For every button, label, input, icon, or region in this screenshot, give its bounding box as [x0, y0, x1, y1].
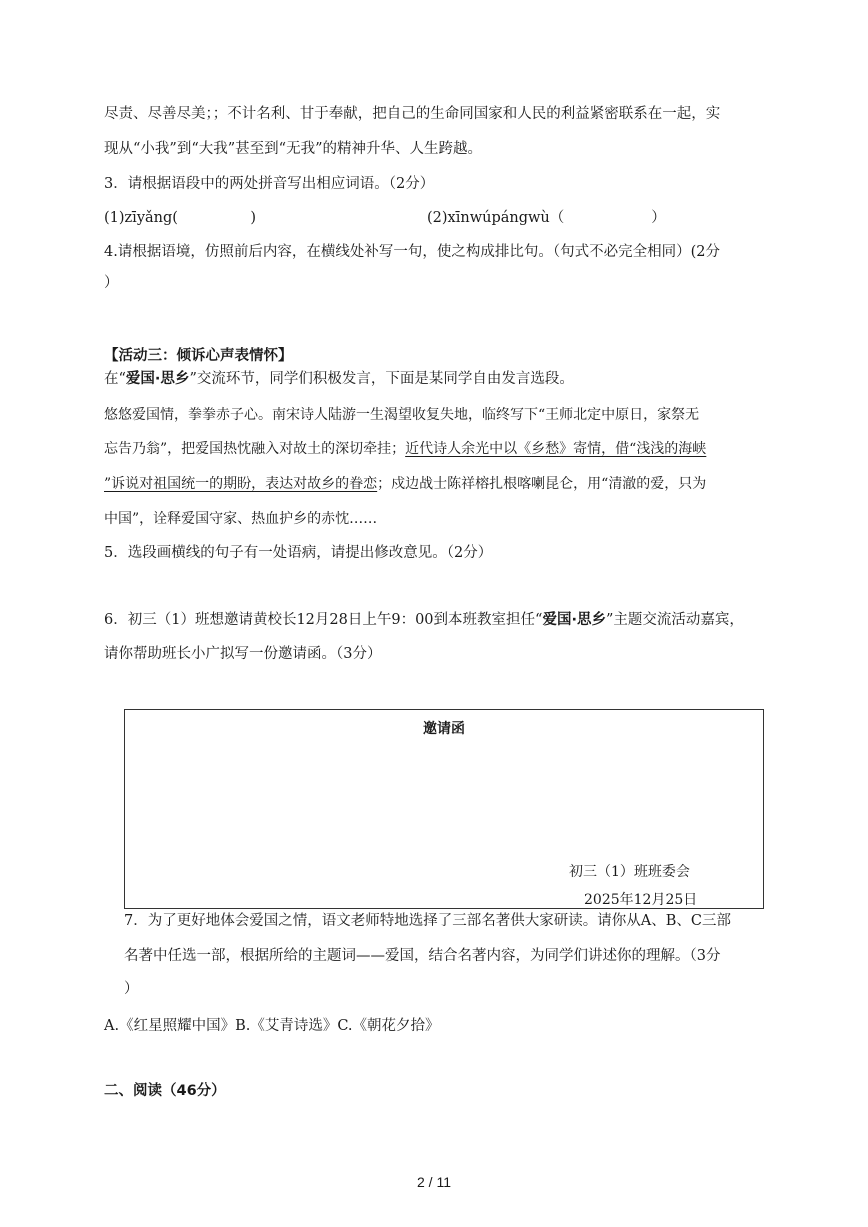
question-7-cont: 名著中任选一部，根据所给的主题词——爱国，结合名著内容，为同学们讲述你的理解。（3分 [124, 948, 721, 964]
question-6-cont: 请你帮助班长小广拟写一份邀请函。（3分） [104, 646, 382, 662]
q6-pre: 6．初三（1）班想邀请黄校长12月28日上午9：00到本班教室担任“ [104, 612, 543, 628]
para-line: 尽责、尽善尽美；；不计名利、甘于奉献，把自己的生命同国家和人民的利益紧密联系在一起，实 [104, 106, 721, 122]
intro-pre: 在“ [104, 371, 126, 387]
para-line: 现从“小我”到“大我”甚至到“无我”的精神升华、人生跨越。 [104, 141, 482, 157]
invitation-date: 2025年12月25日 [584, 892, 698, 908]
intro-post: ”交流环节，同学们积极发言，下面是某同学自由发言选段。 [189, 371, 574, 387]
question-5: 5．选段画横线的句子有一处语病，请提出修改意见。（2分） [104, 545, 493, 561]
activity-3-intro [104, 369, 574, 389]
question-7-cont: ） [124, 981, 139, 997]
question-7: 7．为了更好地体会爱国之情，语文老师特地选择了三部名著供大家研读。请你从A、B、C三部 [124, 913, 731, 929]
theme-bold: 爱国·思乡 [542, 612, 606, 628]
section-heading: 二、阅读（46分） [104, 1083, 226, 1099]
question-7-options: A.《红星照耀中国》B.《艾青诗选》C.《朝花夕拾》 [104, 1018, 440, 1034]
underlined-sentence: ”诉说对祖国统一的期盼，表达对故乡的眷恋 [104, 476, 378, 492]
passage-line: 中国”，诠释爱国守家、热血护乡的赤忱…… [104, 511, 378, 527]
question-3-item-2: (2)xīnwúpángwù（ ） [427, 210, 666, 226]
activity-3-heading: 【活动三：倾诉心声表情怀】 [104, 348, 293, 364]
question-4: 4.请根据语境，仿照前后内容，在横线处补写一句，使之构成排比句。（句式不必完全相同）(2分 [104, 244, 720, 260]
page-number: 2 / 11 [417, 1174, 451, 1190]
question-6 [104, 610, 744, 630]
theme-bold: 爱国·思乡 [125, 371, 190, 387]
passage-text: ；戍边战士陈祥榕扎根喀喇昆仑，用“清澈的爱，只为 [377, 476, 707, 492]
q6-post: ”主题交流活动嘉宾， [605, 612, 744, 628]
passage-line [104, 439, 706, 459]
invitation-box [124, 709, 764, 909]
underlined-sentence: 近代诗人余光中以《乡愁》寄情，借“浅浅的海峡 [405, 441, 707, 457]
question-4-cont: ） [104, 275, 119, 291]
passage-line [104, 474, 706, 494]
passage-text: 忘告乃翁”，把爱国热忱融入对故土的深切牵挂； [104, 441, 406, 457]
invitation-title: 邀请函 [423, 721, 465, 737]
passage-line: 悠悠爱国情，拳拳赤子心。南宋诗人陆游一生渴望收复失地，临终写下“王师北定中原日，家祭无 [104, 407, 700, 423]
question-3: 3．请根据语段中的两处拼音写出相应词语。（2分） [104, 176, 435, 192]
invitation-signer: 初三（1）班班委会 [569, 864, 690, 880]
question-3-item-1: (1)zīyǎng( ) [104, 210, 257, 226]
